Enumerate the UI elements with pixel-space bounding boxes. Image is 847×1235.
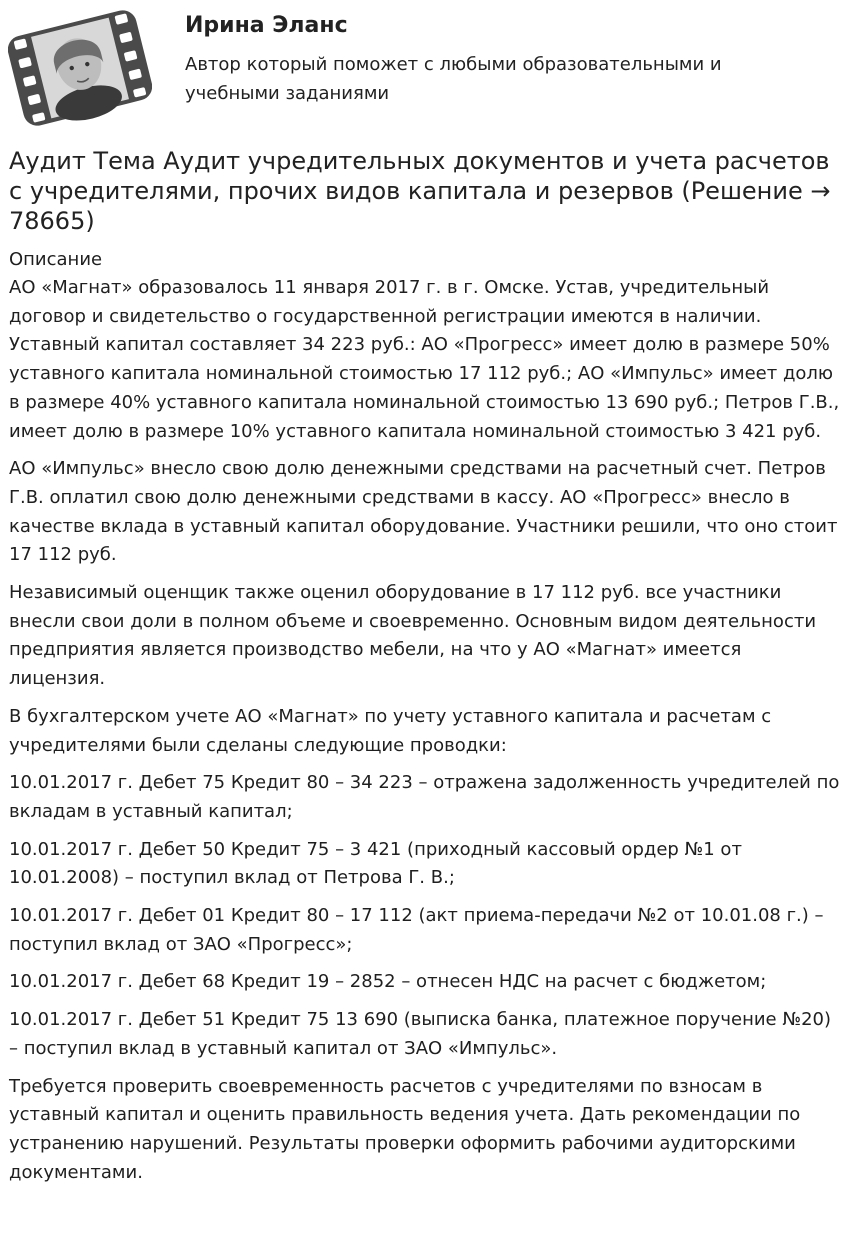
document-body	[9, 274, 843, 1187]
paragraph: 10.01.2017 г. Дебет 50 Кредит 75 – 3 421 (приходный кассовый ордер №1 от 10.01.2008) – поступил вклад от Петрова Г. В.;	[9, 838, 742, 889]
document-content	[9, 146, 843, 1196]
paragraph: 10.01.2017 г. Дебет 68 Кредит 19 – 2852 – отнесен НДС на расчет с бюджетом;	[9, 971, 767, 993]
section-label: Описание	[9, 249, 103, 270]
paragraph: Независимый оценщик также оценил оборудование в 17 112 руб. все участники внесли свои доли в полном объеме и своевременно. Основным видом деятельности предприятия является производство мебели, на что у АО «Магнат» имеется лицензия.	[9, 582, 817, 690]
paragraph: Требуется проверить своевременность расчетов с учредителями по взносам в уставный капитал и оценить правильность ведения учета. Дать рекомендации по устранению нарушений. Результаты проверки оформить рабочими аудиторскими документами.	[9, 1075, 801, 1183]
paragraph: В бухгалтерском учете АО «Магнат» по учету уставного капитала и расчетам с учредителями были сделаны следующие проводки:	[9, 705, 772, 756]
paragraph: 10.01.2017 г. Дебет 75 Кредит 80 – 34 223 – отражена задолженность учредителей по вкладам в уставный капитал;	[9, 772, 840, 822]
paragraph: АО «Магнат» образовалось 11 января 2017 г. в г. Омске. Устав, учредительный договор и свидетельство о государственной регистрации имеются в наличии. Уставный капитал составляет 34 223 руб.: АО «Прогресс» имеет долю в размере 50% уставного капитала номинальной стоимостью 17 112 руб.; АО «Импульс» имеет долю в размере 40% уставного капитала номинальной стоимостью 13 690 руб.; Петров Г.В., имеет долю в размере 10% уставного капитала номинальной стоимостью 3 421 руб.	[9, 277, 840, 442]
paragraph: 10.01.2017 г. Дебет 51 Кредит 75 13 690 (выписка банка, платежное поручение №20) – поступил вклад в уставный капитал от ЗАО «Импульс».	[9, 1009, 831, 1059]
author-name: Ирина Эланс	[185, 13, 348, 38]
paragraph: АО «Импульс» внесло свою долю денежными средствами на расчетный счет. Петров Г.В. оплатил свою долю денежными средствами в кассу. АО «Прогресс» внесло в качестве вклада в уставный капитал оборудование. Участники решили, что оно стоит 17 112 руб.	[9, 458, 838, 566]
document-title: Аудит Тема Аудит учредительных документов и учета расчетов с учредителями, прочих видов капитала и резервов (Решение → 78665)	[9, 147, 831, 235]
author-description: Автор который поможет с любыми образовательными и учебными заданиями	[185, 54, 722, 104]
author-avatar	[8, 8, 152, 128]
paragraph: 10.01.2017 г. Дебет 01 Кредит 80 – 17 112 (акт приема-передачи №2 от 10.01.08 г.) – поступил вклад от ЗАО «Прогресс»;	[9, 905, 824, 955]
author-block	[0, 0, 847, 140]
